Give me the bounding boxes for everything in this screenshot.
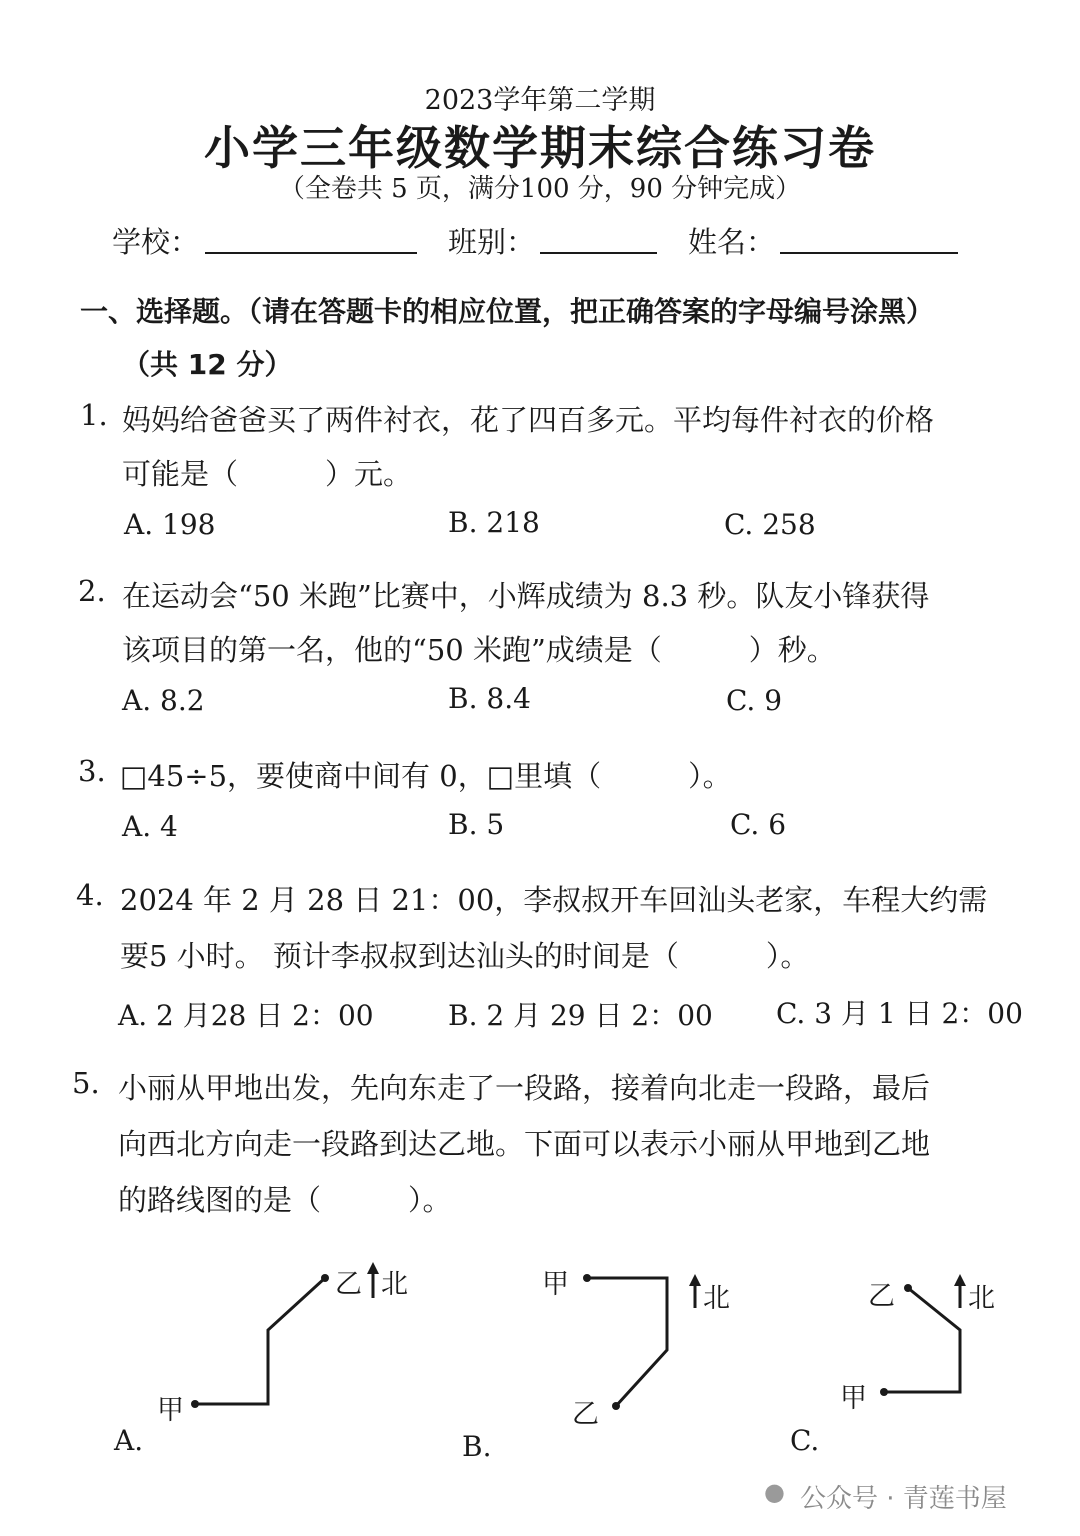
section-heading: 一、选择题。（请在答题卡的相应位置，把正确答案的字母编号涂黑） xyxy=(80,295,935,328)
question-number: 1. xyxy=(80,398,108,432)
route-b-end-label: 乙 xyxy=(572,1399,599,1430)
route-option-a[interactable]: A. xyxy=(114,1424,144,1457)
option-a[interactable]: A. 2 月28 日 2：00 xyxy=(118,999,374,1032)
school-label: 学校： xyxy=(112,225,200,259)
question-text: 要5 小时。 预计李叔叔到达汕头的时间是（ ）。 xyxy=(120,939,810,973)
route-b-north-label: 北 xyxy=(703,1283,730,1314)
semester-line: 2023学年第二学期 xyxy=(424,85,656,116)
option-a[interactable]: A. 4 xyxy=(122,810,178,843)
route-a-north-arrowhead xyxy=(367,1262,379,1274)
route-c-start-dot xyxy=(880,1388,888,1396)
route-a-start-label: 甲 xyxy=(157,1395,184,1426)
route-c-north-label: 北 xyxy=(968,1283,995,1314)
option-a[interactable]: A. 8.2 xyxy=(122,684,205,717)
option-c[interactable]: C. 9 xyxy=(726,684,783,717)
route-b-end-dot xyxy=(612,1402,620,1410)
watermark-text: 公众号 · 青莲书屋 xyxy=(800,1484,1007,1514)
question-number: 4. xyxy=(76,878,104,912)
route-a-end-label: 乙 xyxy=(335,1269,362,1300)
option-b[interactable]: B. 5 xyxy=(448,808,505,841)
option-a[interactable]: A. 198 xyxy=(124,508,216,541)
route-c-north-arrowhead xyxy=(954,1274,966,1286)
route-a-north-label: 北 xyxy=(381,1269,408,1300)
exam-subtitle: （全卷共 5 页，满分100 分，90 分钟完成） xyxy=(278,174,802,204)
question-text: □45÷5，要使商中间有 0，□里填（ ）。 xyxy=(120,759,732,793)
route-c-end-dot xyxy=(904,1284,912,1292)
route-c-start-label: 甲 xyxy=(840,1383,867,1414)
route-option-b[interactable]: B. xyxy=(462,1430,492,1463)
wechat-icon: ● xyxy=(764,1478,785,1506)
route-c-path xyxy=(884,1288,960,1392)
route-b-start-label: 甲 xyxy=(542,1269,569,1300)
class-label: 班别： xyxy=(448,225,536,259)
route-b-path xyxy=(587,1278,667,1406)
route-a-path xyxy=(195,1278,325,1404)
question-text: 2024 年 2 月 28 日 21：00，李叔叔开车回汕头老家，车程大约需 xyxy=(120,883,988,917)
question-text: 可能是（ ）元。 xyxy=(122,457,413,491)
name-label: 姓名： xyxy=(688,225,776,259)
route-c-end-label: 乙 xyxy=(868,1281,895,1312)
option-b[interactable]: B. 8.4 xyxy=(448,682,531,715)
option-c[interactable]: C. 6 xyxy=(730,808,787,841)
question-number: 5. xyxy=(72,1066,100,1100)
route-b-north-arrowhead xyxy=(689,1274,701,1286)
exam-title: 小学三年级数学期末综合练习卷 xyxy=(204,121,876,175)
option-c[interactable]: C. 258 xyxy=(724,508,816,541)
question-text: 向西北方向走一段路到达乙地。下面可以表示小丽从甲地到乙地 xyxy=(118,1127,931,1161)
option-b[interactable]: B. 2 月 29 日 2：00 xyxy=(448,999,713,1032)
question-text: 妈妈给爸爸买了两件衬衣，花了四百多元。平均每件衬衣的价格 xyxy=(122,403,935,437)
question-number: 2. xyxy=(78,574,106,608)
route-a-start-dot xyxy=(191,1400,199,1408)
route-option-c[interactable]: C. xyxy=(790,1424,820,1457)
question-text: 该项目的第一名，他的“50 米跑”成绩是（ ）秒。 xyxy=(122,633,836,667)
route-a-end-dot xyxy=(321,1274,329,1282)
option-c[interactable]: C. 3 月 1 日 2：00 xyxy=(776,997,1023,1030)
question-text: 在运动会“50 米跑”比赛中，小辉成绩为 8.3 秒。队友小锋获得 xyxy=(122,579,930,613)
question-text: 小丽从甲地出发，先向东走了一段路，接着向北走一段路，最后 xyxy=(118,1071,931,1105)
option-b[interactable]: B. 218 xyxy=(448,506,540,539)
question-number: 3. xyxy=(78,754,106,788)
route-b-start-dot xyxy=(583,1274,591,1282)
section-points: （共 12 分） xyxy=(122,348,293,381)
question-text: 的路线图的是（ ）。 xyxy=(118,1183,452,1217)
